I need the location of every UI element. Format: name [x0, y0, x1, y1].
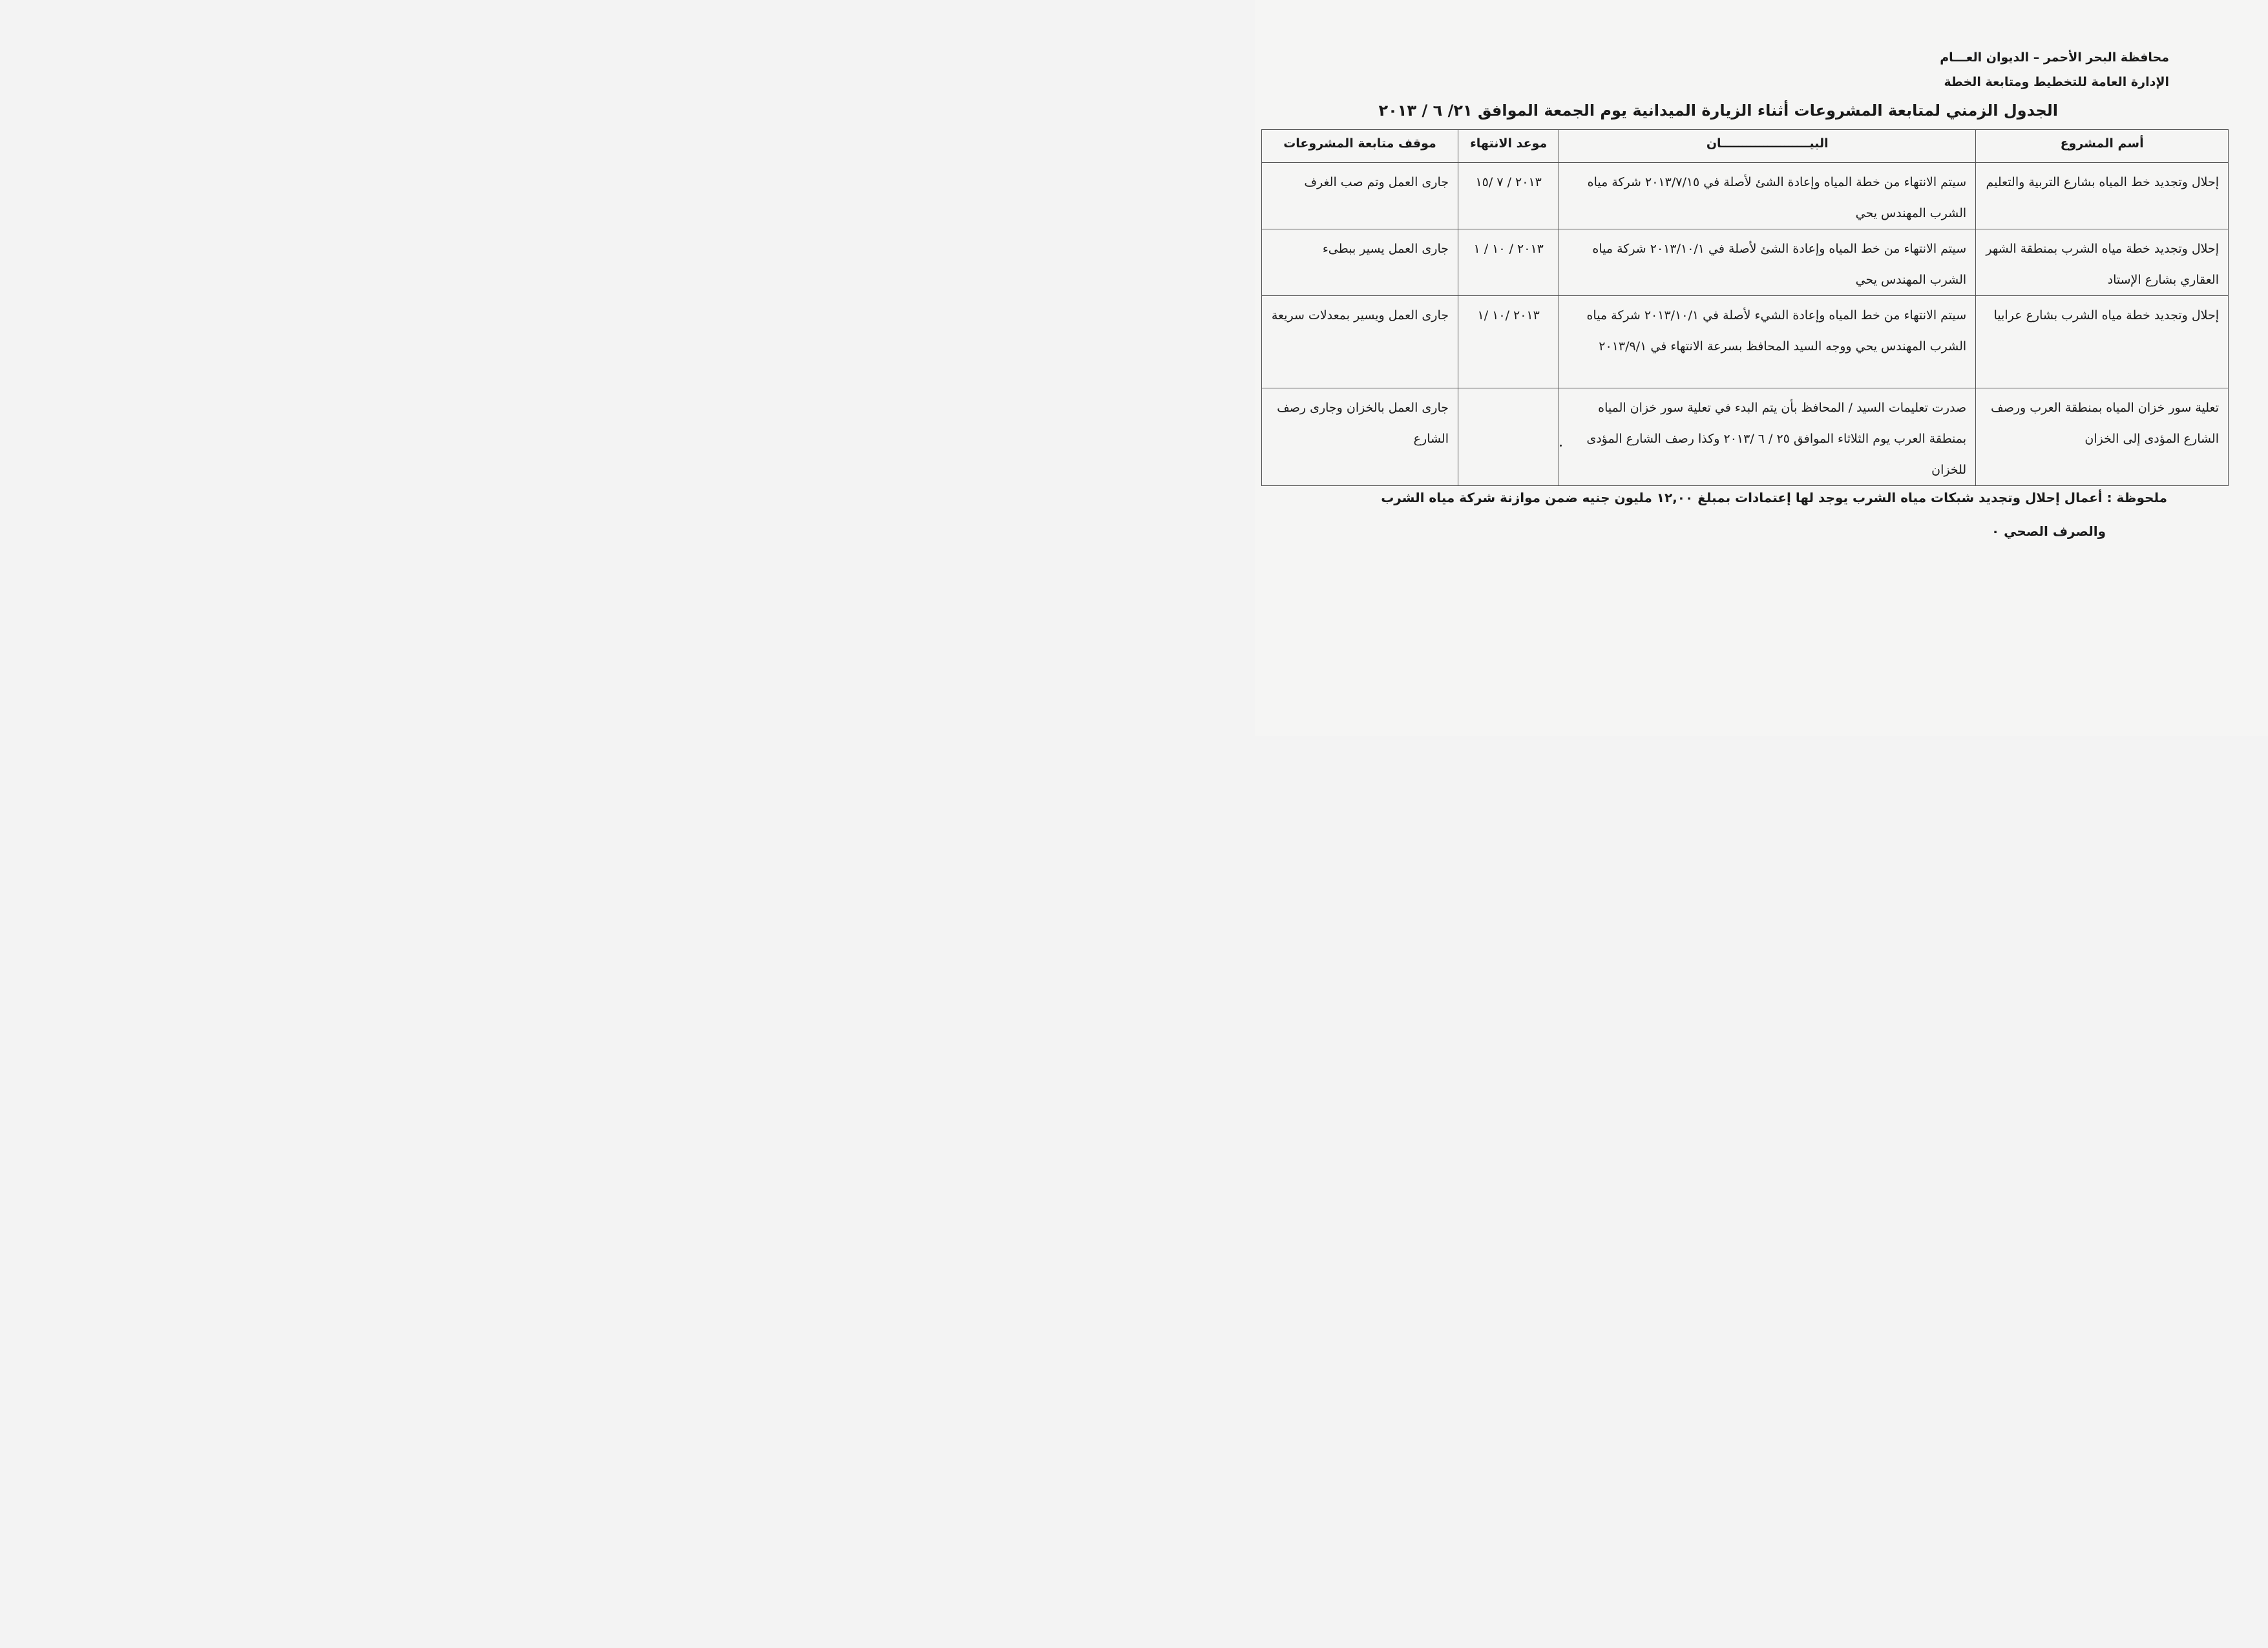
project-name-cell: إحلال وتجديد خط المياه بشارع التربية والتعليم: [1976, 163, 2229, 229]
project-name-cell: إحلال وتجديد خطة مياه الشرب بشارع عرابيا: [1976, 296, 2229, 388]
table-header-row: [1262, 130, 2229, 163]
project-name-cell: تعلية سور خزان المياه بمنطقة العرب ورصف الشارع المؤدى إلى الخزان: [1976, 388, 2229, 486]
end-date-cell: ٢٠١٣ /١٠ /١: [1458, 296, 1559, 388]
document-page: [1255, 0, 2268, 736]
table-row: [1262, 388, 2229, 486]
department-header: الإدارة العامة للتخطيط ومتابعة الخطة: [1944, 75, 2169, 89]
end-date-cell: ٢٠١٣ / ٧ /١٥: [1458, 163, 1559, 229]
status-cell: جارى العمل يسير ببطىء: [1262, 229, 1458, 296]
end-date-cell: ٢٠١٣ / ١٠ / ١: [1458, 229, 1559, 296]
status-cell: جارى العمل بالخزان وجارى رصف الشارع: [1262, 388, 1458, 486]
description-cell: سيتم الانتهاء من خط المياه وإعادة الشيء لأصلة في ٢٠١٣/١٠/١ شركة مياه الشرب المهندس يحي ووجه السيد المحافظ بسرعة الانتهاء في ٢٠١٣/٩/١: [1559, 296, 1976, 388]
table-row: [1262, 296, 2229, 388]
footnote: [1371, 481, 2167, 548]
footnote-label: ملحوظة :: [2106, 490, 2167, 505]
description-cell: سيتم الانتهاء من خطة المياه وإعادة الشئ لأصلة في ٢٠١٣/٧/١٥ شركة مياه الشرب المهندس يحي: [1559, 163, 1976, 229]
project-name-cell: إحلال وتجديد خطة مياه الشرب بمنطقة الشهر العقاري بشارع الإستاد: [1976, 229, 2229, 296]
description-cell: صدرت تعليمات السيد / المحافظ بأن يتم البدء في تعلية سور خزان المياه بمنطقة العرب يوم الثلاثاء الموافق ٢٥ / ٦ /٢٠١٣ وكذا رصف الشارع المؤدى للخزان: [1559, 388, 1976, 486]
stray-dot-mark: [1560, 445, 1562, 447]
document-title: الجدول الزمني لمتابعة المشروعات أثناء الزيارة الميدانية يوم الجمعة الموافق ٢١/ ٦ / ٢٠١٣: [1378, 101, 2058, 120]
column-header-description: البيـــــــــــــــــــــان: [1559, 130, 1976, 163]
table-row: [1262, 163, 2229, 229]
footnote-text-line2: والصرف الصحي ٠: [1991, 523, 2106, 539]
end-date-cell: [1458, 388, 1559, 486]
status-cell: جارى العمل ويسير بمعدلات سريعة: [1262, 296, 1458, 388]
projects-table: [1261, 129, 2229, 486]
column-header-end-date: موعد الانتهاء: [1458, 130, 1559, 163]
footnote-text-line1: أعمال إحلال وتجديد شبكات مياه الشرب يوجد لها إعتمادات بمبلغ ١٢,٠٠ مليون جنيه ضمن موازنة شركة مياه الشرب: [1381, 490, 2103, 505]
description-cell: سيتم الانتهاء من خط المياه وإعادة الشئ لأصلة في ٢٠١٣/١٠/١ شركة مياه الشرب المهندس يحي: [1559, 229, 1976, 296]
table-row: [1262, 229, 2229, 296]
governorate-header: محافظة البحر الأحمر – الديوان العـــام: [1940, 50, 2169, 65]
status-cell: جارى العمل وتم صب الغرف: [1262, 163, 1458, 229]
column-header-project: أسم المشروع: [1976, 130, 2229, 163]
column-header-status: موقف متابعة المشروعات: [1262, 130, 1458, 163]
